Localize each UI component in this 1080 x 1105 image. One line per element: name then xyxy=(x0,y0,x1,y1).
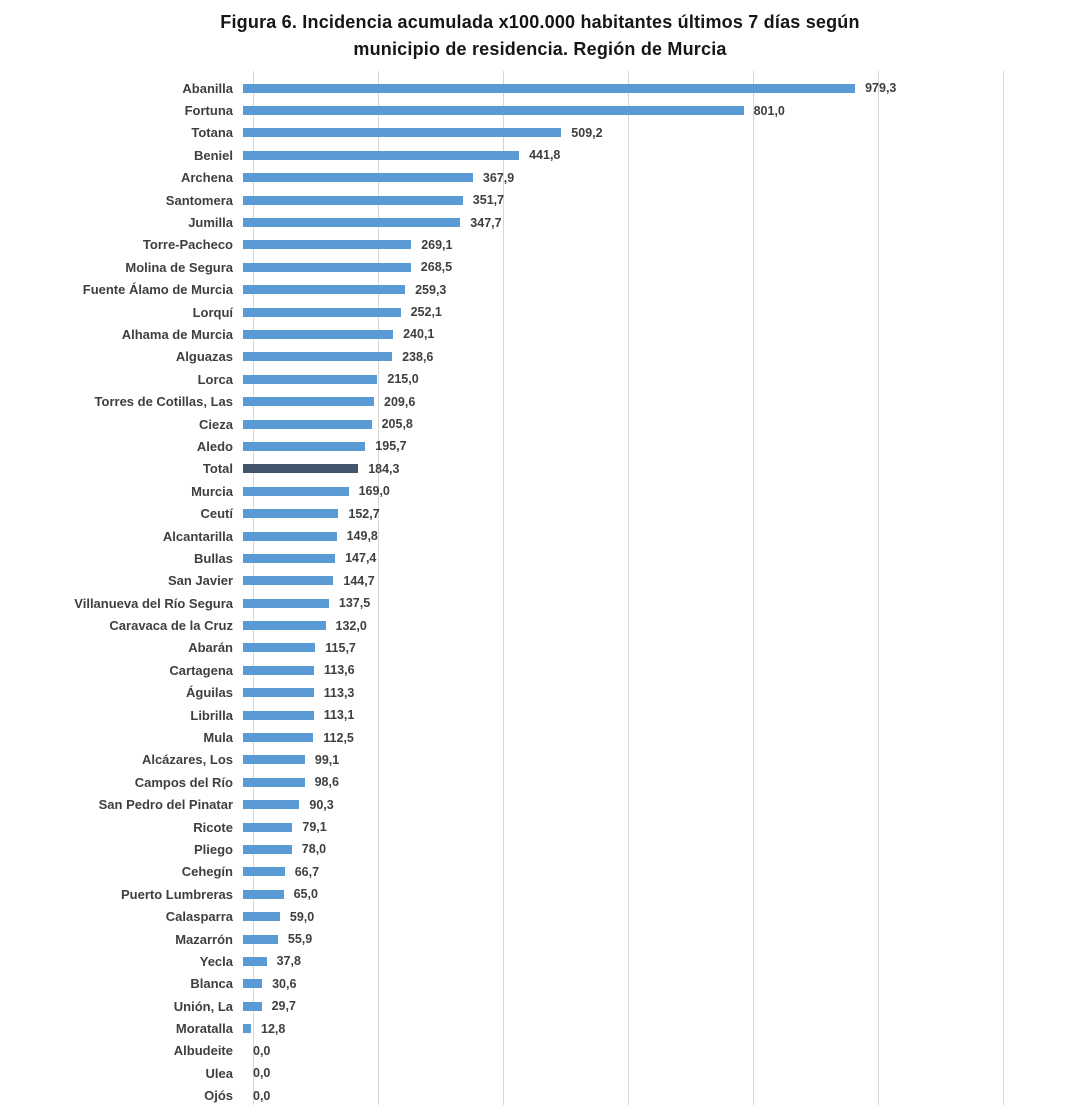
bar xyxy=(243,643,315,652)
value-label: 215,0 xyxy=(387,372,419,387)
value-label: 113,1 xyxy=(323,708,355,723)
value-label: 79,1 xyxy=(302,820,327,835)
category-label: Unión, La xyxy=(173,998,233,1014)
bar-track xyxy=(243,637,1080,659)
chart-row xyxy=(0,637,1080,659)
bar-track xyxy=(243,861,1080,883)
bar-track xyxy=(243,435,1080,457)
chart-row xyxy=(0,838,1080,860)
value-label: 351,7 xyxy=(472,193,505,208)
bar xyxy=(243,442,365,451)
chart-row xyxy=(0,771,1080,793)
bar xyxy=(243,621,326,630)
bar xyxy=(243,128,561,137)
bar xyxy=(243,509,338,518)
bar xyxy=(243,263,411,272)
category-label: San Javier xyxy=(167,573,233,589)
category-label: Ceutí xyxy=(200,506,233,522)
bar-track xyxy=(243,480,1080,502)
category-label: Ricote xyxy=(193,819,233,835)
category-label: Mula xyxy=(203,730,233,746)
value-label: 240,1 xyxy=(403,327,435,342)
category-label: Abarán xyxy=(188,640,233,656)
chart-row xyxy=(0,973,1080,995)
bar xyxy=(243,599,329,608)
value-label: 137,5 xyxy=(338,596,371,611)
bar xyxy=(243,935,278,944)
bar-track xyxy=(243,973,1080,995)
chart-row xyxy=(0,794,1080,816)
bar xyxy=(243,576,333,585)
category-label: Caravaca de la Cruz xyxy=(109,618,233,634)
bar xyxy=(243,778,305,787)
bar xyxy=(243,688,314,697)
bar-track xyxy=(243,279,1080,301)
category-label: Calasparra xyxy=(165,909,233,925)
category-label: Fortuna xyxy=(184,103,233,119)
chart-row xyxy=(0,368,1080,390)
category-label: San Pedro del Pinatar xyxy=(98,797,233,813)
category-label: Alhama de Murcia xyxy=(121,326,233,342)
bar-track xyxy=(243,323,1080,345)
chart-row xyxy=(0,167,1080,189)
value-label: 0,0 xyxy=(253,1066,271,1081)
bar-track xyxy=(243,77,1080,99)
bar xyxy=(243,84,855,93)
value-label: 367,9 xyxy=(482,170,515,185)
chart-row xyxy=(0,77,1080,99)
category-label: Murcia xyxy=(191,483,233,499)
value-label: 132,0 xyxy=(335,618,367,633)
bar xyxy=(243,957,267,966)
bar-track xyxy=(243,950,1080,972)
category-label: Pliego xyxy=(193,841,233,857)
bar xyxy=(243,397,374,406)
chart-row xyxy=(0,682,1080,704)
bar-track xyxy=(243,211,1080,233)
chart-title xyxy=(130,9,950,63)
bar-track xyxy=(243,659,1080,681)
chart-row xyxy=(0,883,1080,905)
value-label: 169,0 xyxy=(358,484,390,499)
category-label: Torre-Pacheco xyxy=(142,237,233,253)
bar xyxy=(243,1024,251,1033)
category-label: Librilla xyxy=(190,707,233,723)
chart-row xyxy=(0,189,1080,211)
bar xyxy=(243,352,392,361)
chart-row xyxy=(0,816,1080,838)
value-label: 509,2 xyxy=(571,125,603,140)
bar-track xyxy=(243,346,1080,368)
bar-chart xyxy=(0,71,1080,1105)
value-label: 65,0 xyxy=(293,887,318,902)
bar-track xyxy=(243,458,1080,480)
bar xyxy=(243,532,337,541)
bar-track xyxy=(243,592,1080,614)
chart-row xyxy=(0,1040,1080,1062)
bar-track xyxy=(243,614,1080,636)
value-label: 30,6 xyxy=(272,976,297,991)
chart-row xyxy=(0,234,1080,256)
bar-track xyxy=(243,502,1080,524)
bar xyxy=(243,196,463,205)
value-label: 0,0 xyxy=(253,1088,271,1103)
chart-title-line2: municipio de residencia. Región de Murcia xyxy=(353,39,727,59)
bar xyxy=(243,666,314,675)
bar-track xyxy=(243,1085,1080,1105)
bar xyxy=(243,106,744,115)
chart-row xyxy=(0,413,1080,435)
bar xyxy=(243,845,292,854)
chart-row xyxy=(0,525,1080,547)
chart-rows xyxy=(0,77,1080,1105)
bar xyxy=(243,308,401,317)
chart-row xyxy=(0,861,1080,883)
value-label: 184,3 xyxy=(368,461,400,476)
chart-row xyxy=(0,547,1080,569)
chart-row xyxy=(0,323,1080,345)
value-label: 29,7 xyxy=(271,999,296,1014)
value-label: 78,0 xyxy=(301,842,327,857)
category-label: Yecla xyxy=(199,953,233,969)
category-label: Cehegín xyxy=(181,864,233,880)
bar xyxy=(243,867,285,876)
bar xyxy=(243,823,292,832)
bar xyxy=(243,420,372,429)
chart-row xyxy=(0,502,1080,524)
chart-row xyxy=(0,1085,1080,1105)
category-label: Alcázares, Los xyxy=(141,752,233,768)
value-label: 347,7 xyxy=(470,215,502,230)
bar xyxy=(243,800,299,809)
bar xyxy=(243,711,314,720)
bar-track xyxy=(243,525,1080,547)
bar xyxy=(243,890,284,899)
bar-track xyxy=(243,883,1080,905)
category-label: Ulea xyxy=(205,1065,233,1081)
chart-row xyxy=(0,928,1080,950)
chart-row xyxy=(0,1062,1080,1084)
category-label: Fuente Álamo de Murcia xyxy=(82,282,233,298)
value-label: 238,6 xyxy=(402,349,434,364)
category-label: Alcantarilla xyxy=(162,528,233,544)
bar xyxy=(243,330,393,339)
chart-row xyxy=(0,995,1080,1017)
value-label: 113,3 xyxy=(323,685,355,700)
chart-row xyxy=(0,905,1080,927)
value-label: 152,7 xyxy=(348,506,380,521)
chart-row xyxy=(0,122,1080,144)
bar xyxy=(243,375,377,384)
value-label: 112,5 xyxy=(323,730,354,745)
value-label: 252,1 xyxy=(410,305,442,320)
bar-track xyxy=(243,1040,1080,1062)
bar-track xyxy=(243,234,1080,256)
bar-track xyxy=(243,301,1080,323)
bar-track xyxy=(243,1062,1080,1084)
value-label: 259,3 xyxy=(415,282,447,297)
bar xyxy=(243,554,335,563)
chart-row xyxy=(0,211,1080,233)
chart-row xyxy=(0,704,1080,726)
category-label: Jumilla xyxy=(188,215,233,231)
value-label: 59,0 xyxy=(289,909,315,924)
category-label: Ojós xyxy=(204,1088,233,1104)
category-label: Beniel xyxy=(193,147,233,163)
value-label: 12,8 xyxy=(261,1021,286,1036)
bar xyxy=(243,912,280,921)
bar-track xyxy=(243,816,1080,838)
category-label: Bullas xyxy=(193,550,233,566)
value-label: 113,6 xyxy=(324,663,355,678)
bar-track xyxy=(243,838,1080,860)
value-label: 441,8 xyxy=(529,148,561,163)
category-label: Lorquí xyxy=(192,304,233,320)
bar-track xyxy=(243,122,1080,144)
bar xyxy=(243,218,460,227)
category-label: Campos del Río xyxy=(134,774,233,790)
category-label: Archena xyxy=(180,170,233,186)
value-label: 66,7 xyxy=(294,864,320,879)
bar xyxy=(243,487,349,496)
chart-row xyxy=(0,435,1080,457)
value-label: 195,7 xyxy=(375,439,407,454)
value-label: 269,1 xyxy=(421,237,453,252)
chart-row xyxy=(0,659,1080,681)
bar-track xyxy=(243,570,1080,592)
value-label: 55,9 xyxy=(287,932,313,947)
bar-track xyxy=(243,928,1080,950)
bar xyxy=(243,173,473,182)
bar-track xyxy=(243,413,1080,435)
bar xyxy=(243,755,305,764)
chart-row xyxy=(0,279,1080,301)
bar-track xyxy=(243,1017,1080,1039)
chart-row xyxy=(0,480,1080,502)
bar-track xyxy=(243,390,1080,412)
bar-track xyxy=(243,547,1080,569)
bar xyxy=(243,151,519,160)
chart-row xyxy=(0,614,1080,636)
chart-row xyxy=(0,301,1080,323)
chart-row xyxy=(0,592,1080,614)
bar-track xyxy=(243,726,1080,748)
bar-track xyxy=(243,794,1080,816)
value-label: 90,3 xyxy=(309,797,334,812)
category-label: Cartagena xyxy=(169,662,233,678)
category-label: Águilas xyxy=(186,685,233,701)
value-label: 209,6 xyxy=(384,394,416,409)
chart-title-line1: Figura 6. Incidencia acumulada x100.000 habitantes últimos 7 días según xyxy=(220,12,860,32)
value-label: 801,0 xyxy=(753,103,785,118)
bar xyxy=(243,240,411,249)
category-label: Moratalla xyxy=(175,1021,233,1037)
category-label: Puerto Lumbreras xyxy=(121,886,233,902)
bar xyxy=(243,979,262,988)
value-label: 37,8 xyxy=(276,954,301,969)
chart-row xyxy=(0,346,1080,368)
bar-track xyxy=(243,256,1080,278)
bar-track xyxy=(243,682,1080,704)
value-label: 268,5 xyxy=(420,260,453,275)
value-label: 115,7 xyxy=(325,640,356,655)
category-label: Torres de Cotillas, Las xyxy=(94,394,233,410)
bar-track xyxy=(243,99,1080,121)
category-label: Villanueva del Río Segura xyxy=(74,595,233,611)
value-label: 0,0 xyxy=(253,1043,271,1058)
value-label: 144,7 xyxy=(343,573,375,588)
value-label: 99,1 xyxy=(314,752,340,767)
chart-row xyxy=(0,950,1080,972)
category-label: Albudeite xyxy=(173,1043,233,1059)
chart-row xyxy=(0,726,1080,748)
value-label: 147,4 xyxy=(345,551,377,566)
bar xyxy=(243,1002,262,1011)
bar-track xyxy=(243,167,1080,189)
bar-track xyxy=(243,189,1080,211)
bar-track xyxy=(243,368,1080,390)
bar-track xyxy=(243,995,1080,1017)
value-label: 979,3 xyxy=(865,81,897,96)
category-label: Lorca xyxy=(197,371,233,387)
chart-row xyxy=(0,256,1080,278)
chart-row xyxy=(0,458,1080,480)
category-label: Alguazas xyxy=(175,349,233,365)
total-bar xyxy=(243,464,358,473)
category-label: Aledo xyxy=(196,438,233,454)
bar-track xyxy=(243,749,1080,771)
chart-row xyxy=(0,749,1080,771)
category-label: Total xyxy=(202,461,233,477)
category-label: Totana xyxy=(191,125,233,141)
bar-track xyxy=(243,905,1080,927)
chart-row xyxy=(0,99,1080,121)
category-label: Santomera xyxy=(165,192,233,208)
category-label: Molina de Segura xyxy=(125,259,233,275)
chart-row xyxy=(0,1017,1080,1039)
bar xyxy=(243,733,313,742)
chart-row xyxy=(0,570,1080,592)
category-label: Cieza xyxy=(199,416,233,432)
category-label: Abanilla xyxy=(182,80,233,96)
category-label: Mazarrón xyxy=(175,931,233,947)
bar xyxy=(243,285,405,294)
chart-row xyxy=(0,144,1080,166)
category-label: Blanca xyxy=(190,976,233,992)
value-label: 205,8 xyxy=(381,417,413,432)
chart-row xyxy=(0,390,1080,412)
bar-track xyxy=(243,704,1080,726)
value-label: 149,8 xyxy=(346,529,378,543)
bar-track xyxy=(243,771,1080,793)
value-label: 98,6 xyxy=(314,775,339,790)
bar-track xyxy=(243,144,1080,166)
